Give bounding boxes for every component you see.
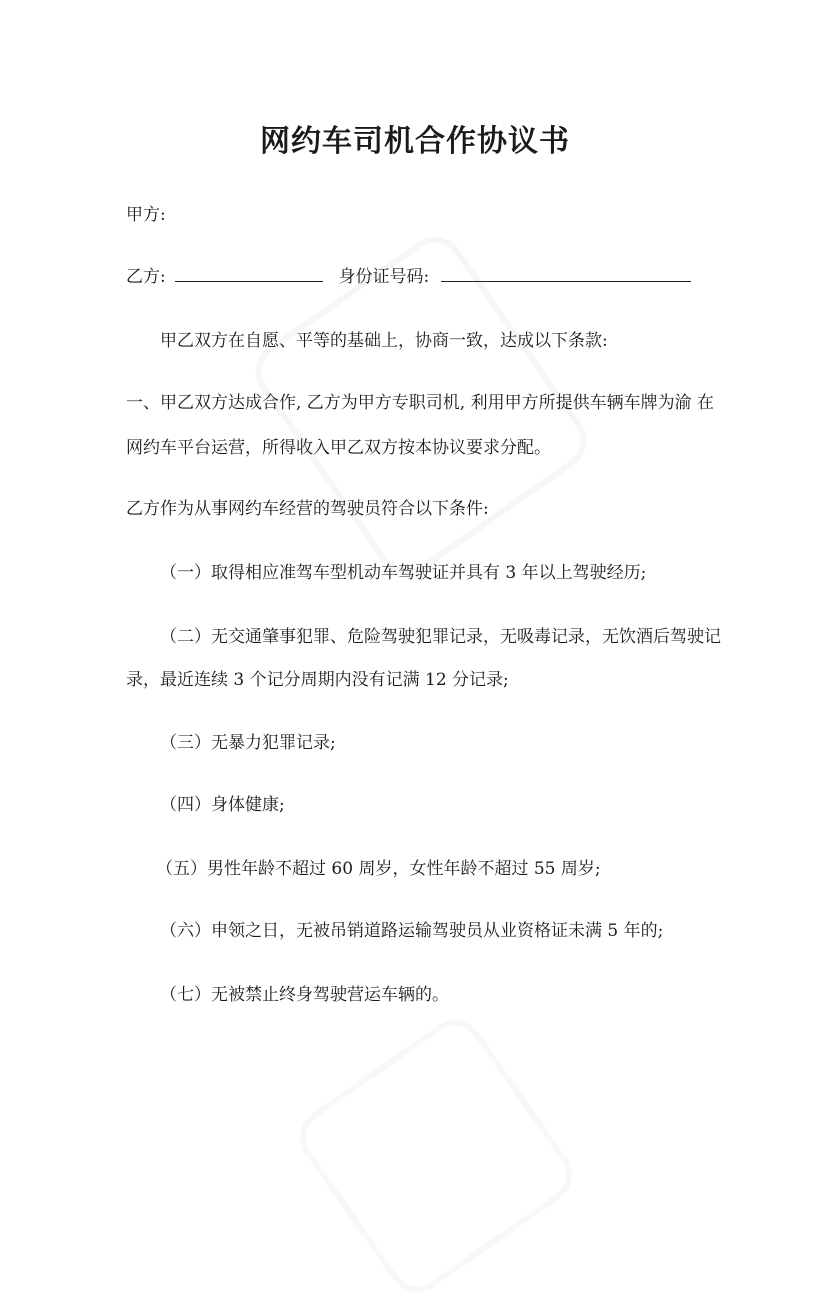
condition-2-line-1: （二）无交通肇事犯罪、危险驾驶犯罪记录，无吸毒记录，无饮酒后驾驶记 xyxy=(160,627,721,647)
condition-1: （一）取得相应准驾车型机动车驾驶证并具有 3 年以上驾驶经历; xyxy=(160,563,647,583)
watermark-logo xyxy=(288,1008,583,1303)
party-b-line xyxy=(126,262,691,287)
document-title: 网约车司机合作协议书 xyxy=(260,124,570,159)
party-a-label: 甲方: xyxy=(126,205,166,225)
id-number-field[interactable] xyxy=(441,267,691,282)
condition-5: （五）男性年龄不超过 60 周岁，女性年龄不超过 55 周岁; xyxy=(156,859,601,879)
clause-1-line-2: 网约车平台运营，所得收入甲乙双方按本协议要求分配。 xyxy=(126,438,551,458)
intro-paragraph: 甲乙双方在自愿、平等的基础上，协商一致，达成以下条款: xyxy=(160,331,608,351)
condition-6: （六）申领之日，无被吊销道路运输驾驶员从业资格证未满 5 年的; xyxy=(160,921,664,941)
condition-3: （三）无暴力犯罪记录; xyxy=(160,733,336,753)
condition-4: （四）身体健康; xyxy=(160,795,285,815)
condition-2-line-2: 录，最近连续 3 个记分周期内没有记满 12 分记录; xyxy=(126,670,509,690)
id-number-label: 身份证号码: xyxy=(338,267,430,287)
condition-7: （七）无被禁止终身驾驶营运车辆的。 xyxy=(160,985,449,1005)
conditions-intro: 乙方作为从事网约车经营的驾驶员符合以下条件: xyxy=(126,499,489,519)
clause-1-line-1: 一、甲乙双方达成合作, 乙方为甲方专职司机, 利用甲方所提供车辆车牌为渝 在 xyxy=(126,393,715,413)
party-b-name-field[interactable] xyxy=(175,267,323,282)
party-b-label: 乙方: xyxy=(126,267,166,287)
